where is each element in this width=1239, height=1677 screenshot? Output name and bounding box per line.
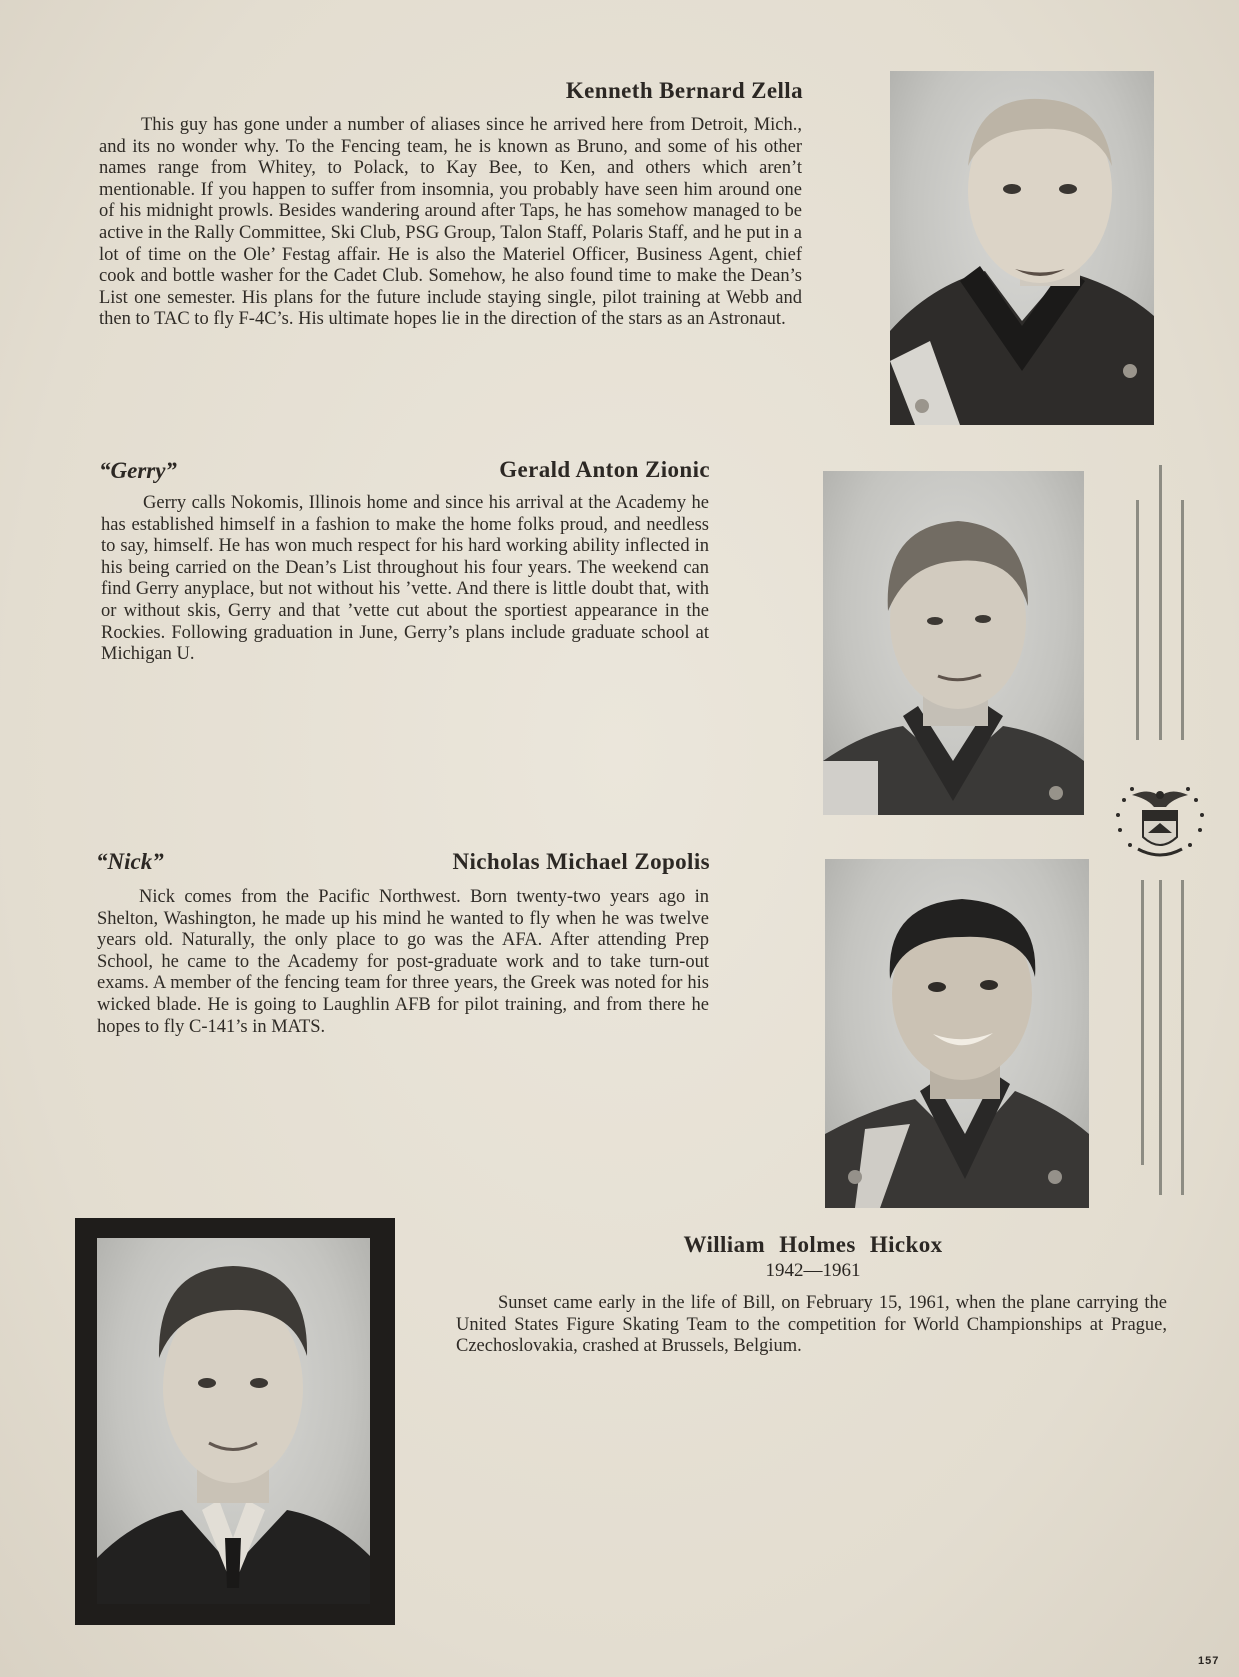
decorative-rule: [1181, 880, 1184, 1195]
decorative-rule: [1141, 880, 1144, 1165]
cadet-name: Gerald Anton Zionic: [499, 457, 710, 482]
cadet-portrait-zella: [890, 71, 1154, 425]
page-number: 157: [1198, 1655, 1220, 1667]
decorative-rule: [1159, 465, 1162, 740]
cadet-name: Nicholas Michael Zopolis: [452, 849, 710, 874]
decorative-rule: [1136, 500, 1139, 740]
cadet-nickname: “Nick”: [96, 849, 164, 874]
cadet-nickname: “Gerry”: [99, 458, 177, 483]
cadet-name: Kenneth Bernard Zella: [565, 78, 803, 103]
memorial-dates: 1942—1961: [765, 1260, 861, 1281]
cadet-bio: This guy has gone under a number of aliases since he arrived here from Detroit, Mich., and its no wonder why. To the Fencing team, he is known as Bruno, and some of his other names range from Whitey, to Polack, to Kay Bee, to Ken, and others which aren’t mentionable. If you happen to suffer from insomnia, you probably have seen him around one of his midnight prowls. Besides wandering around after Taps, he has somehow managed to be active in the Rally Committee, Ski Club, PSG Group, Talon Staff, Polaris Staff, and he put in a lot of time on the Ole’ Festag affair. He is also the Materiel Officer, Business Agent, chief cook and bottle washer for the Cadet Club. Somehow, he also found time to make the Dean’s List one semester. His plans for the future include staying single, pilot training at Webb and then to TAC to fly F-4C’s. His ultimate hopes lie in the direction of the stars as an Astronaut.: [99, 115, 802, 330]
memorial-text: Sunset came early in the life of Bill, on February 15, 1961, when the plane carrying the United States Figure Skating Team to the competition for World Championships at Prague, Czechoslovakia, crashed at Brussels, Belgium.: [456, 1293, 1167, 1357]
air-force-academy-crest-icon: [1110, 775, 1210, 875]
cadet-bio: Gerry calls Nokomis, Illinois home and since his arrival at the Academy he has established himself in a fashion to make the home folks proud, and needless to say, himself. He has won much respect for his hard working ability inflected in his being carried on the Dean’s List throughout his four years. The weekend can find Gerry anyplace, but not without his ’vette. And there is little doubt that, with or without skis, Gerry and that ’vette cut about the sportiest appearance in the Rockies. Following graduation in June, Gerry’s plans include graduate school at Michigan U.: [101, 493, 709, 665]
decorative-rule: [1159, 880, 1162, 1195]
memorial-portrait-frame: [75, 1218, 395, 1625]
cadet-bio: Nick comes from the Pacific Northwest. Born twenty-two years ago in Shelton, Washington, he made up his mind he wanted to fly when he was twelve years old. Naturally, the only place to go was the AFA. After attending Prep School, he came to the Academy for post-graduate work and to take turn-out exams. A member of the fencing team for three years, the Greek was noted for his wicked blade. He is going to Laughlin AFB for pilot training, and from there he hopes to fly C-141’s in MATS.: [97, 887, 709, 1037]
cadet-portrait-zionic: [823, 471, 1084, 815]
decorative-rule: [1181, 500, 1184, 740]
memorial-name: William Holmes Hickox: [683, 1232, 943, 1257]
cadet-portrait-zopolis: [825, 859, 1089, 1208]
memorial-portrait: [97, 1238, 370, 1604]
